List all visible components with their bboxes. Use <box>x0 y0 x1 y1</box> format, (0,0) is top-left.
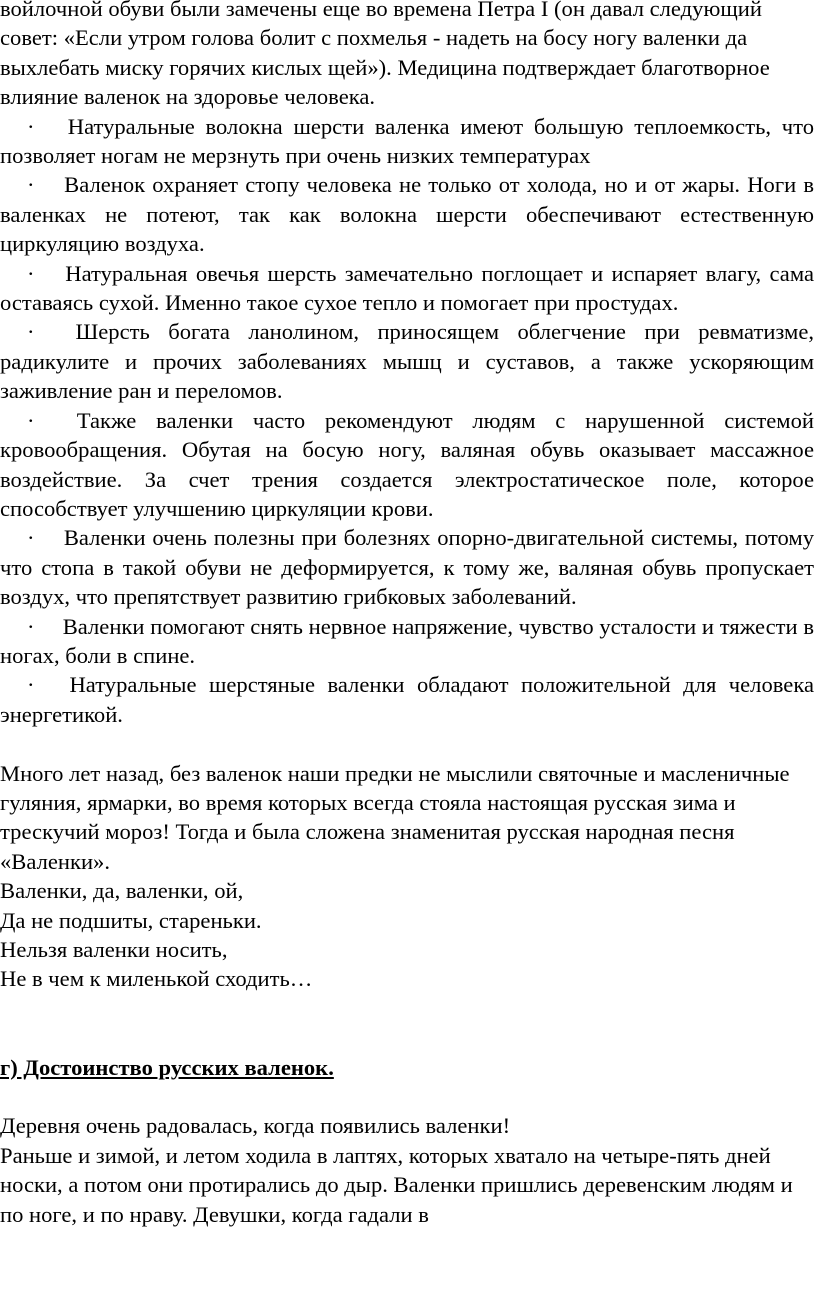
village-line: Деревня очень радовалась, когда появились валенки! <box>0 1113 511 1139</box>
spacer <box>0 994 814 1053</box>
song-intro-paragraph: Много лет назад, без валенок наши предки не мыслили святочные и масленичные гуляния, ярмарки, во время которых всегда стояла настоящая русская зима и трескучий мороз! Тогда и была сложена знаменитая русская народная песня «Валенки». <box>0 760 790 874</box>
list-item-text: Натуральная овечья шерсть замечательно поглощает и испаряет влагу, сама оставаясь сухой. Именно такое сухое тепло и помогает при простудах. <box>0 260 814 316</box>
bullet-mark: · <box>27 672 35 698</box>
village-paragraph: Раньше и зимой, и летом ходила в лаптях, которых хватало на четыре-пять дней носки, а потом они протирались до дыр. Валенки пришлись деревенским людям и по ноге, и по нраву. Девушки, когда гадали в <box>0 1142 793 1227</box>
bullet-mark: · <box>27 407 35 433</box>
list-item-text: Валенки очень полезны при болезнях опорно-двигательной системы, потому что стопа в такой обуви не деформируется, к тому же, валяная обувь пропускает воздух, что препятствует развитию грибковых заболеваний. <box>0 525 814 610</box>
list-item <box>0 259 814 318</box>
list-item <box>0 406 814 524</box>
song-line: Да не подшиты, стареньки. <box>0 907 262 933</box>
list-item <box>0 170 814 258</box>
list-item <box>0 612 814 671</box>
list-item-text: Натуральные волокна шерсти валенка имеют большую теплоемкость, что позволяет ногам не мерзнуть при очень низких температурах <box>0 113 814 169</box>
bullet-mark: · <box>27 613 35 639</box>
list-item-text: Также валенки часто рекомендуют людям с нарушенной системой кровообращения. Обутая на босую ногу, валяная обувь оказывает массажное воздействие. За счет трения создается электростатическое поле, которое способствует улучшению циркуляции крови. <box>0 407 814 521</box>
song-line: Нельзя валенки носить, <box>0 936 228 962</box>
bullet-mark: · <box>27 172 35 198</box>
list-item-text: Валенки помогают снять нервное напряжение, чувство усталости и тяжести в ногах, боли в спине. <box>0 613 814 668</box>
section-heading: г) Достоинство русских валенок. <box>0 1054 334 1080</box>
list-item-text: Шерсть богата ланолином, приносящем облегчение при ревматизме, радикулите и прочих заболеваниях мышц и суставов, а также ускоряющим заживление ран и переломов. <box>0 319 814 404</box>
list-item <box>0 670 814 729</box>
spacer <box>0 1082 814 1111</box>
intro-paragraph: войлочной обуви были замечены еще во времена Петра I (он давал следующий совет: «Если утром голова болит с похмелья - надеть на босу ногу валенки да выхлебать миску горячих кислых щей»). Медицина подтверждает благотворное влияние валенок на здоровье человека. <box>0 0 770 110</box>
list-item <box>0 523 814 611</box>
song-line: Не в чем к миленькой сходить… <box>0 966 313 992</box>
list-item-text: Валенок охраняет стопу человека не только от холода, но и от жары. Ноги в валенках не потеют, так как волокна шерсти обеспечивают естественную циркуляцию воздуха. <box>0 172 815 257</box>
bullet-mark: · <box>27 113 35 139</box>
spacer <box>0 729 814 758</box>
list-item <box>0 112 814 171</box>
bullet-mark: · <box>27 260 35 286</box>
song-line: Валенки, да, валенки, ой, <box>0 878 244 904</box>
list-item-text: Натуральные шерстяные валенки обладают положительной для человека энергетикой. <box>0 672 814 727</box>
list-item <box>0 317 814 405</box>
bullet-mark: · <box>27 525 35 551</box>
bullet-mark: · <box>27 319 35 345</box>
